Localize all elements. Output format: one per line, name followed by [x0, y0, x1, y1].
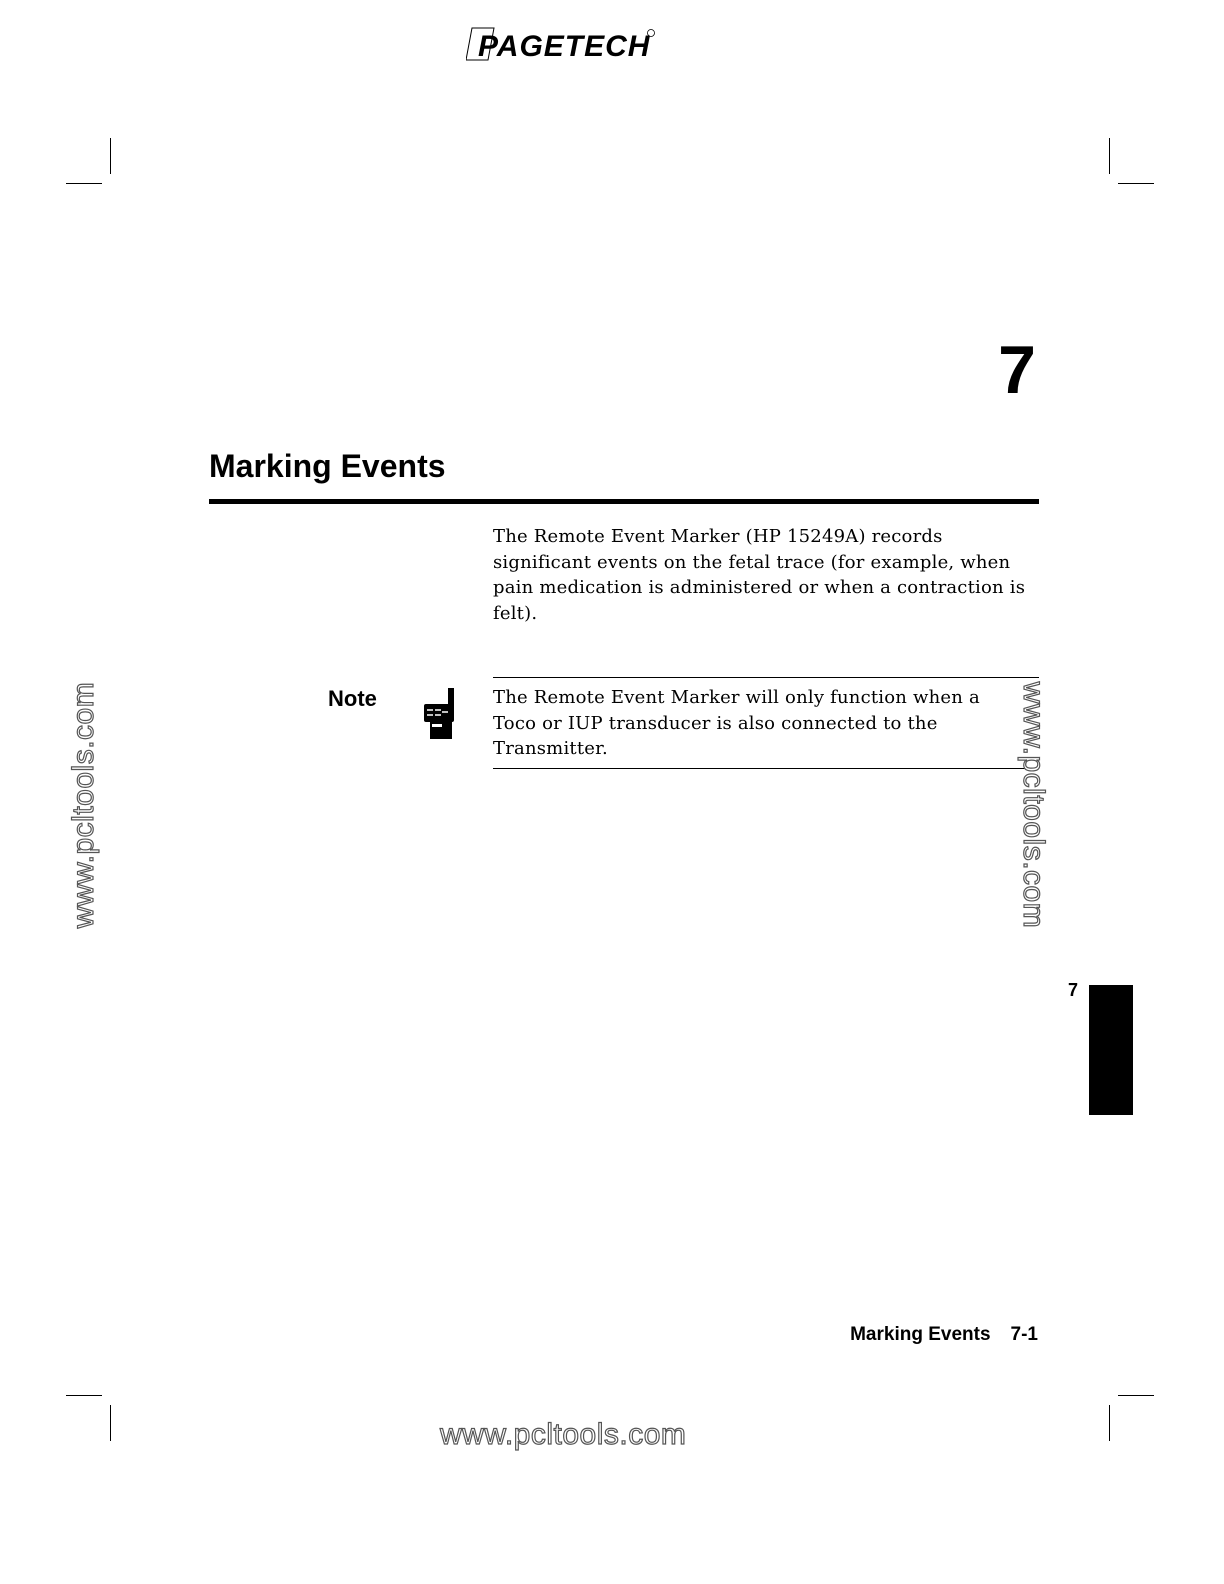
pagetech-logo-graphic: [466, 24, 666, 64]
intro-paragraph: The Remote Event Marker (HP 15249A) records significant events on the fetal trace (for example, when pain medication is administered or when a contraction is felt).: [493, 526, 1026, 624]
crop-mark: [1109, 1405, 1110, 1441]
pagetech-logo: [466, 24, 666, 64]
chapter-number: 7: [998, 332, 1036, 408]
watermark-right: www.pcltools.com: [1017, 681, 1050, 929]
crop-mark: [1109, 138, 1110, 174]
watermark-bottom: www.pcltools.com: [440, 1418, 687, 1451]
side-tab-number: 7: [1068, 980, 1079, 1000]
crop-mark: [66, 1395, 102, 1396]
crop-mark: [110, 1405, 111, 1441]
note-rule-top: [493, 677, 1039, 678]
pointing-hand-icon: [422, 688, 458, 740]
side-tab-block: [1089, 985, 1133, 1115]
note-text: The Remote Event Marker will only function when a Toco or IUP transducer is also connected to the Transmitter.: [493, 687, 980, 759]
svg-text:PAGETECH: PAGETECH: [478, 30, 651, 63]
crop-mark: [1118, 1395, 1154, 1396]
title-rule: [209, 499, 1039, 504]
note-rule-bottom: [493, 768, 1039, 769]
footer-section: Marking Events: [850, 1324, 991, 1345]
footer-page-number: 7-1: [1010, 1324, 1038, 1345]
crop-mark: [1118, 183, 1154, 184]
chapter-title: Marking Events: [209, 448, 446, 484]
page-footer: [850, 1324, 1038, 1346]
watermark-left: www.pcltools.com: [67, 681, 100, 929]
note-label: Note: [328, 686, 377, 711]
crop-mark: [110, 138, 111, 174]
crop-mark: [66, 183, 102, 184]
